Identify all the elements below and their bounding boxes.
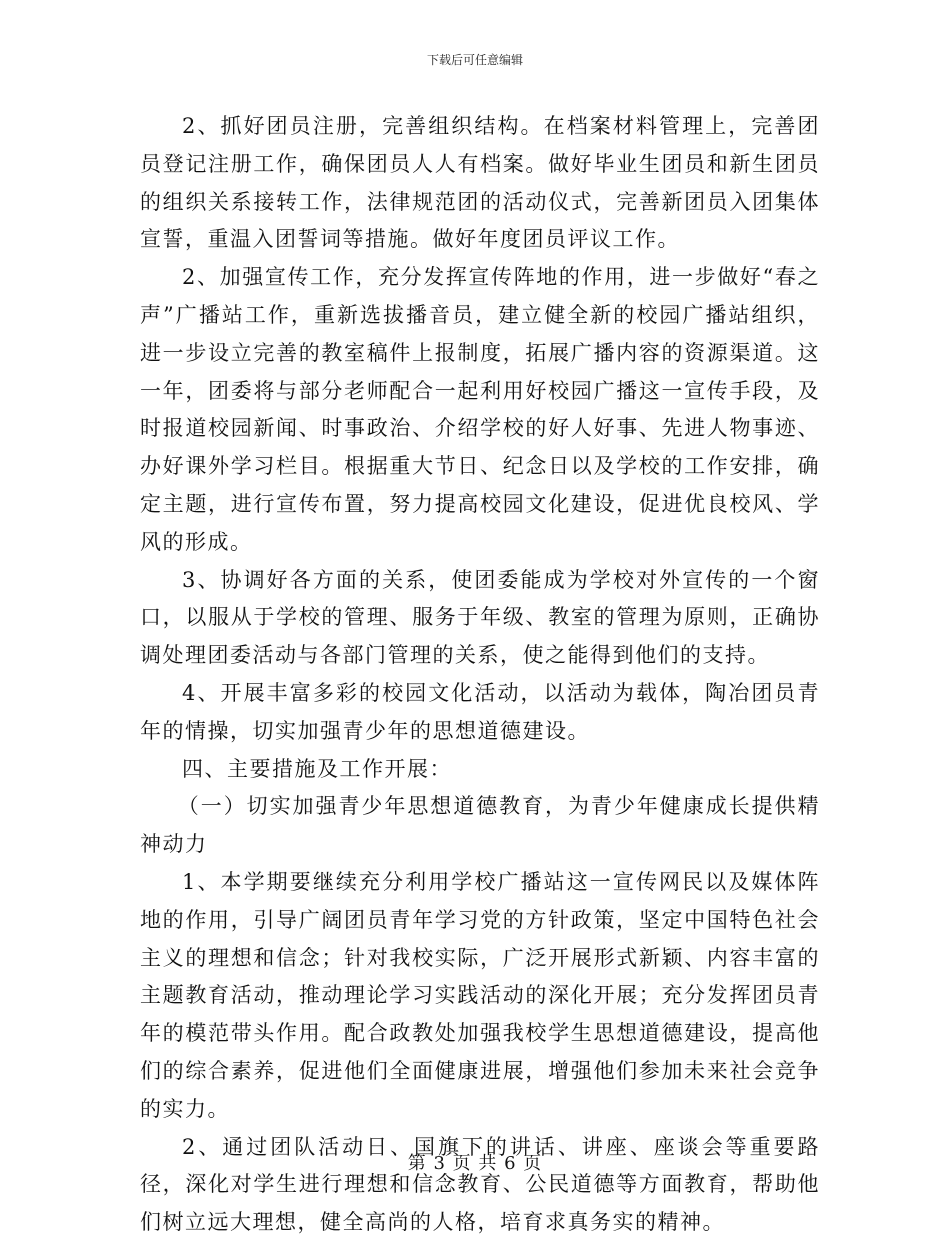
paragraph-broadcast-station: 1、本学期要继续充分利用学校广播站这一宣传网民以及媒体阵地的作用，引导广阔团员青年学习党的方针政策，坚定中国特色社会主义的理想和信念；针对我校实际，广泛开展形式新颖、内容丰富的主题教育活动，推动理论学习实践活动的深化开展；充分发挥团员青年的模范带头作用。配合政教处加强我校学生思想道德建设，提高他们的综合素养，促进他们全面健康进展，增强他们参加未来社会竞争的实力。 <box>140 869 820 1121</box>
page-number-footer: 第 3 页 共 6 页 <box>407 1153 543 1174</box>
paragraph-campus-culture: 4、开展丰富多彩的校园文化活动，以活动为载体，陶冶团员青年的情操，切实加强青少年的思想道德建设。 <box>140 680 820 743</box>
paragraph-member-registration: 2、抓好团员注册，完善组织结构。在档案材料管理上，完善团员登记注册工作，确保团员人人有档案。做好毕业生团员和新生团员的组织关系接转工作，法律规范团的活动仪式，完善新团员入团集体宣誓，重温入团誓词等措施。做好年度团员评议工作。 <box>140 114 820 252</box>
paragraph-coordination: 3、协调好各方面的关系，使团委能成为学校对外宣传的一个窗口，以服从于学校的管理、服务于年级、教室的管理为原则，正确协调处理团委活动与各部门管理的关系，使之能得到他们的支持。 <box>140 567 820 668</box>
subsection-heading-moral-education: （一）切实加强青少年思想道德教育，为青少年健康成长提供精神动力 <box>140 794 820 857</box>
section-heading-measures: 四、主要措施及工作开展： <box>182 756 452 781</box>
paragraph-team-activities: 2、通过团队活动日、国旗下的讲话、讲座、座谈会等重要路径，深化对学生进行理想和信念教育、公民道德等方面教育，帮助他们树立远大理想，健全高尚的人格，培育求真务实的精神。 <box>140 1134 820 1235</box>
page-header: 下载后可任意编辑 <box>426 53 523 67</box>
document-body <box>140 108 820 1242</box>
paragraph-publicity-work: 2、加强宣传工作，充分发挥宣传阵地的作用，进一步做好“春之声”广播站工作，重新选拔播音员，建立健全新的校园广播站组织，进一步设立完善的教室稿件上报制度，拓展广播内容的资源渠道。这一年，团委将与部分老师配合一起利用好校园广播这一宣传手段，及时报道校园新闻、时事政治、介绍学校的好人好事、先进人物事迹、办好课外学习栏目。根据重大节日、纪念日以及学校的工作安排，确定主题，进行宣传布置，努力提高校园文化建设，促进优良校风、学风的形成。 <box>140 265 820 554</box>
